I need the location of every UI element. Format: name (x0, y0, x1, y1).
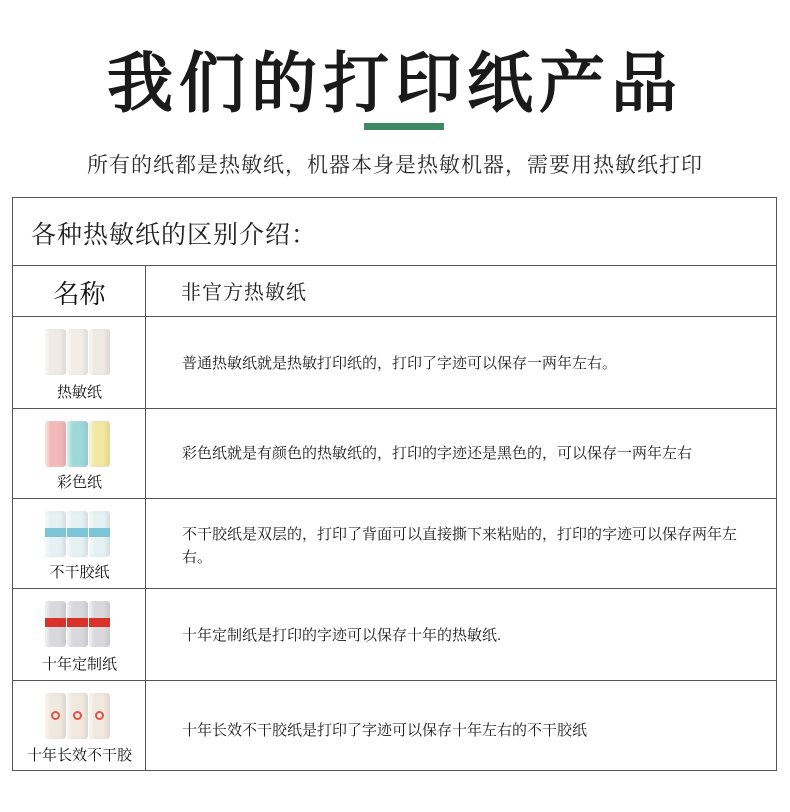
product-label: 十年定制纸 (41, 656, 117, 673)
paper-roll (89, 421, 110, 467)
product-label: 不干胶纸 (49, 564, 110, 581)
name-column-header: 名称 (53, 280, 106, 310)
paper-roll (45, 511, 66, 557)
paper-roll (89, 329, 110, 375)
roll-band (45, 618, 66, 627)
paper-roll-image (45, 693, 113, 741)
name-column-cell (13, 266, 146, 316)
paper-roll (67, 329, 88, 375)
product-label: 十年长效不干胶 (26, 747, 132, 764)
product-cell (13, 589, 146, 680)
product-description: 不干胶纸是双层的，打印了背面可以直接撕下来粘贴的，打印的字迹可以保存两年左右。 (182, 526, 738, 566)
paper-roll (45, 421, 66, 467)
product-label: 热敏纸 (56, 384, 102, 401)
paper-roll (45, 693, 66, 739)
roll-band (67, 618, 88, 627)
product-cell (13, 499, 146, 588)
paper-roll-image (45, 601, 113, 649)
roll-band (67, 528, 88, 537)
table-row (13, 317, 776, 409)
paper-roll-image (45, 329, 113, 377)
flower-icon (51, 711, 60, 720)
table-row (13, 589, 776, 681)
product-description: 十年长效不干胶纸是打印了字迹可以保存十年左右的不干胶纸 (182, 722, 588, 739)
table-row (13, 409, 776, 499)
paper-roll (89, 693, 110, 739)
paper-roll (45, 601, 66, 647)
product-cell (13, 409, 146, 498)
product-description: 彩色纸就是有颜色的热敏纸的，打印的字迹还是黑色的，可以保存一两年左右 (182, 445, 693, 462)
paper-roll-image (45, 421, 113, 469)
flower-icon (95, 711, 104, 720)
product-label: 彩色纸 (56, 474, 102, 491)
paper-roll (67, 511, 88, 557)
table-header-row (13, 266, 776, 317)
paper-roll (67, 421, 88, 467)
product-description: 普通热敏纸就是热敏打印纸的，打印了字迹可以保存一两年左右。 (182, 355, 618, 372)
paper-roll (89, 601, 110, 647)
product-cell (13, 317, 146, 408)
comparison-table (12, 197, 777, 771)
product-description: 十年定制纸是打印的字迹可以保存十年的热敏纸. (182, 627, 502, 644)
table-row (13, 681, 776, 771)
paper-roll (89, 511, 110, 557)
product-cell (13, 681, 146, 771)
flower-icon (73, 711, 82, 720)
table-intro: 各种热敏纸的区别介绍： (13, 198, 776, 266)
roll-band (89, 528, 110, 537)
page-subtitle: 所有的纸都是热敏纸，机器本身是热敏机器，需要用热敏纸打印 (87, 153, 703, 177)
roll-band (45, 528, 66, 537)
paper-roll-image (45, 511, 113, 559)
page-title: 我们的打印纸产品 (107, 45, 683, 122)
table-row (13, 499, 776, 589)
description-column-header: 非官方热敏纸 (181, 280, 307, 304)
paper-roll (67, 601, 88, 647)
paper-roll (45, 329, 66, 375)
roll-band (89, 618, 110, 627)
title-accent-bar (364, 123, 444, 130)
paper-roll (67, 693, 88, 739)
